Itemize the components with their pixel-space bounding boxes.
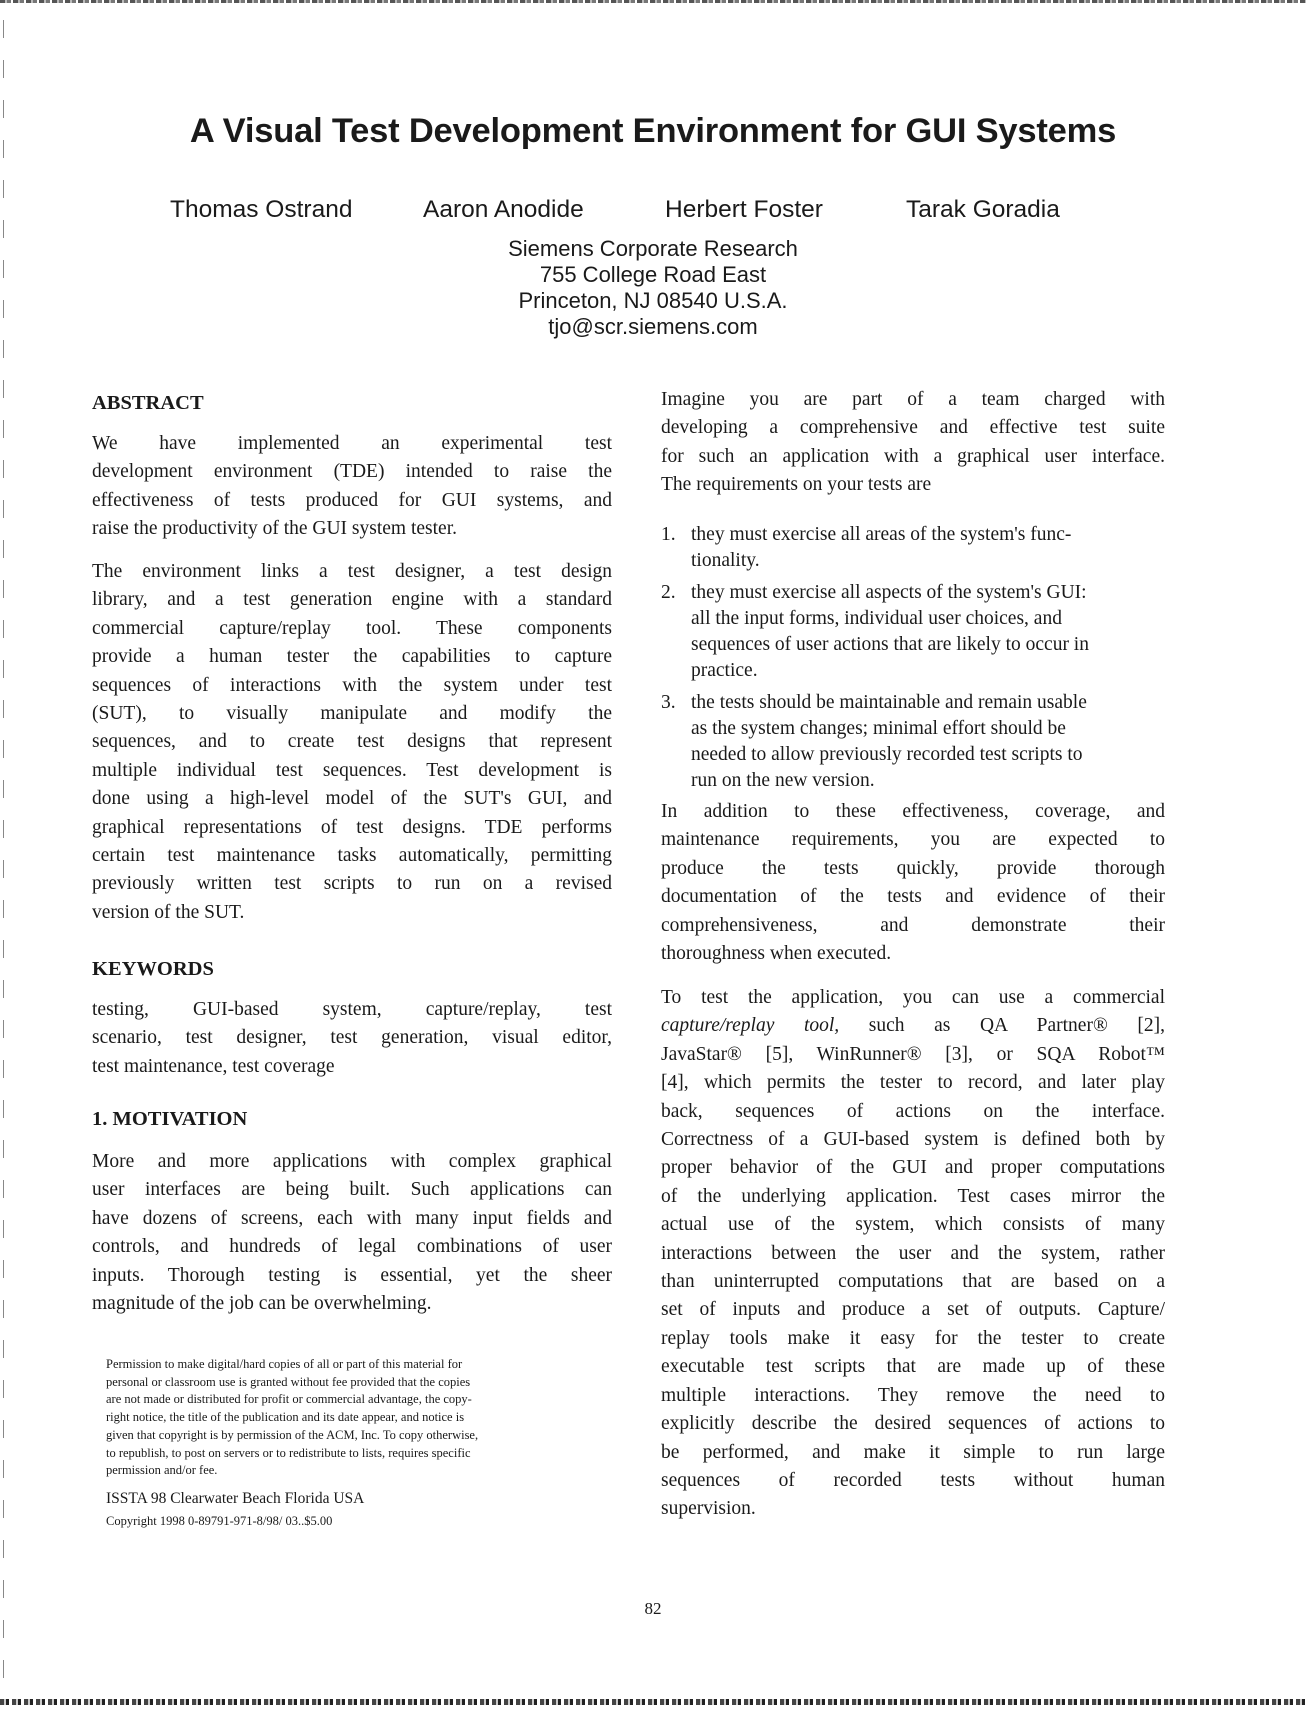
text-line: have dozens of screens, each with many input fields and [92, 1207, 612, 1229]
text-line: all the input forms, individual user choices, and [691, 608, 1062, 629]
text-line: We have implemented an experimental test [92, 433, 612, 454]
text-line: supervision. [661, 1498, 756, 1520]
intro-paragraph [661, 386, 1165, 500]
text-line: [4], which permits the tester to record, and later play [661, 1072, 1165, 1094]
text-line: Imagine you are part of a team charged with [661, 389, 1165, 410]
list-number: 1. [661, 524, 676, 545]
text-line: JavaStar® [5], WinRunner® [3], or SQA Robot™ [661, 1043, 1165, 1065]
page-number: 82 [644, 1599, 662, 1618]
text-line: certain test maintenance tasks automatically, permitting [92, 845, 612, 867]
addition-paragraph [661, 798, 1165, 968]
text-fragment: such as QA Partner® [2], [839, 1015, 1165, 1037]
text-line: Correctness of a GUI-based system is defined both by [661, 1129, 1165, 1151]
affiliation-org: Siemens Corporate Research [508, 236, 798, 261]
author-3: Herbert Foster [665, 196, 823, 223]
affiliation-email: tjo@scr.siemens.com [548, 314, 758, 339]
text-line: replay tools make it easy for the tester to create [661, 1327, 1165, 1349]
text-line: testing, GUI-based system, capture/replay, test [92, 999, 612, 1020]
text-line: multiple individual test sequences. Test development is [92, 759, 612, 781]
text-line: actual use of the system, which consists of many [661, 1214, 1165, 1236]
text-line: proper behavior of the GUI and proper computations [661, 1157, 1165, 1179]
requirement-item-1 [661, 522, 1165, 574]
text-line: developing a comprehensive and effective test suite [661, 417, 1165, 439]
text-line: as the system changes; minimal effort should be [691, 718, 1066, 739]
text-line: provide a human tester the capabilities to capture [92, 646, 612, 668]
affiliation-city: Princeton, NJ 08540 U.S.A. [518, 288, 788, 313]
text-line: library, and a test generation engine with a standard [92, 589, 612, 611]
italic-term: capture/replay tool, [661, 1015, 840, 1037]
affiliation-street: 755 College Road East [539, 262, 767, 287]
keywords-heading: KEYWORDS [92, 958, 214, 980]
text-line: tionality. [691, 550, 760, 571]
text-line: for such an application with a graphical user interface. [661, 445, 1165, 467]
text-line: of the underlying application. Test cases mirror the [661, 1185, 1165, 1207]
text-line: documentation of the tests and evidence of their [661, 886, 1165, 908]
text-line: sequences of user actions that are likely to occur in [691, 634, 1089, 655]
text-line: scenario, test designer, test generation, visual editor, [92, 1027, 612, 1049]
text-line: sequences of interactions with the system under test [92, 674, 612, 696]
copyright-line: Copyright 1998 0-89791-971-8/98/ 03..$5.00 [106, 1514, 333, 1528]
text-line: inputs. Thorough testing is essential, yet the sheer [92, 1264, 612, 1286]
text-line: permission and/or fee. [106, 1463, 218, 1478]
text-line: multiple interactions. They remove the need to [661, 1384, 1165, 1406]
text-line: given that copyright is by permission of the ACM, Inc. To copy otherwise, [106, 1427, 479, 1442]
text-line: executable test scripts that are made up of these [661, 1356, 1165, 1378]
text-line: graphical representations of test designs. TDE performs [92, 816, 612, 838]
text-line: controls, and hundreds of legal combinations of user [92, 1236, 612, 1258]
text-line: maintenance requirements, you are expected to [661, 829, 1165, 851]
text-line: (SUT), to visually manipulate and modify the [92, 703, 612, 725]
text-line: done using a high-level model of the SUT's GUI, and [92, 788, 612, 810]
text-line: right notice, the title of the publication and its date appear, and notice is [106, 1410, 465, 1425]
text-line: than uninterrupted computations that are based on a [661, 1271, 1165, 1293]
text-line: are not made or distributed for profit or commercial advantage, the copy- [106, 1392, 472, 1407]
motivation-paragraph [92, 1148, 612, 1318]
text-line: the tests should be maintainable and remain usable [691, 692, 1087, 713]
text-line: explicitly describe the desired sequences of actions to [661, 1413, 1165, 1435]
text-line: The environment links a test designer, a test design [92, 561, 612, 582]
text-line: they must exercise all areas of the system's func- [691, 524, 1072, 545]
text-line: effectiveness of tests produced for GUI systems, and [92, 489, 612, 511]
text-line: raise the productivity of the GUI system tester. [92, 518, 457, 540]
author-4: Tarak Goradia [906, 196, 1060, 223]
capture-replay-paragraph [661, 984, 1165, 1524]
text-line: In addition to these effectiveness, coverage, and [661, 801, 1165, 822]
text-line: back, sequences of actions on the interface. [661, 1100, 1165, 1122]
author-1: Thomas Ostrand [170, 196, 353, 223]
text-line: version of the SUT. [92, 901, 245, 923]
requirement-item-2 [661, 580, 1165, 684]
requirement-item-3 [661, 690, 1165, 794]
text-line: previously written test scripts to run on a revised [92, 873, 612, 895]
abstract-paragraph-2 [92, 558, 612, 927]
text-line: be performed, and make it simple to run large [661, 1441, 1165, 1463]
text-line: To test the application, you can use a commercial [661, 987, 1165, 1008]
list-number: 3. [661, 692, 676, 713]
scan-edge-bottom [0, 1699, 1306, 1705]
permission-notice [106, 1356, 616, 1480]
text-line: comprehensiveness, and demonstrate their [661, 914, 1165, 936]
text-line: user interfaces are being built. Such applications can [92, 1179, 612, 1201]
text-line: produce the tests quickly, provide thorough [661, 857, 1165, 879]
text-line: set of inputs and produce a set of outputs. Capture/ [661, 1299, 1165, 1321]
conference-venue: ISSTA 98 Clearwater Beach Florida USA [106, 1490, 365, 1507]
paper-title: A Visual Test Development Environment for GUI Systems [189, 112, 1117, 150]
text-line: interactions between the user and the system, rather [661, 1242, 1165, 1264]
motivation-heading: 1. MOTIVATION [92, 1108, 248, 1130]
abstract-heading: ABSTRACT [92, 392, 204, 414]
scan-edge-top [0, 0, 1306, 3]
text-line: Permission to make digital/hard copies of all or part of this material for [106, 1357, 463, 1371]
keywords-text [92, 996, 612, 1081]
abstract-paragraph-1 [92, 430, 612, 544]
text-line: sequences, and to create test designs that represent [92, 731, 612, 753]
text-line: test maintenance, test coverage [92, 1055, 335, 1077]
text-line: needed to allow previously recorded test scripts to [691, 744, 1083, 765]
text-line: magnitude of the job can be overwhelming. [92, 1293, 432, 1315]
text-line: personal or classroom use is granted without fee provided that the copies [106, 1374, 471, 1389]
text-line: to republish, to post on servers or to redistribute to lists, requires specific [106, 1445, 471, 1460]
text-line: practice. [691, 660, 758, 681]
text-line: development environment (TDE) intended to raise the [92, 461, 612, 483]
text-line: they must exercise all aspects of the system's GUI: [691, 582, 1087, 603]
author-2: Aaron Anodide [423, 196, 584, 223]
list-number: 2. [661, 582, 676, 603]
text-line: run on the new version. [691, 770, 875, 791]
text-line: More and more applications with complex graphical [92, 1151, 612, 1172]
text-line: thoroughness when executed. [661, 943, 892, 965]
text-line: commercial capture/replay tool. These components [92, 617, 612, 639]
text-line [661, 1012, 1165, 1040]
text-line: sequences of recorded tests without human [661, 1469, 1165, 1491]
text-line: The requirements on your tests are [661, 474, 932, 496]
